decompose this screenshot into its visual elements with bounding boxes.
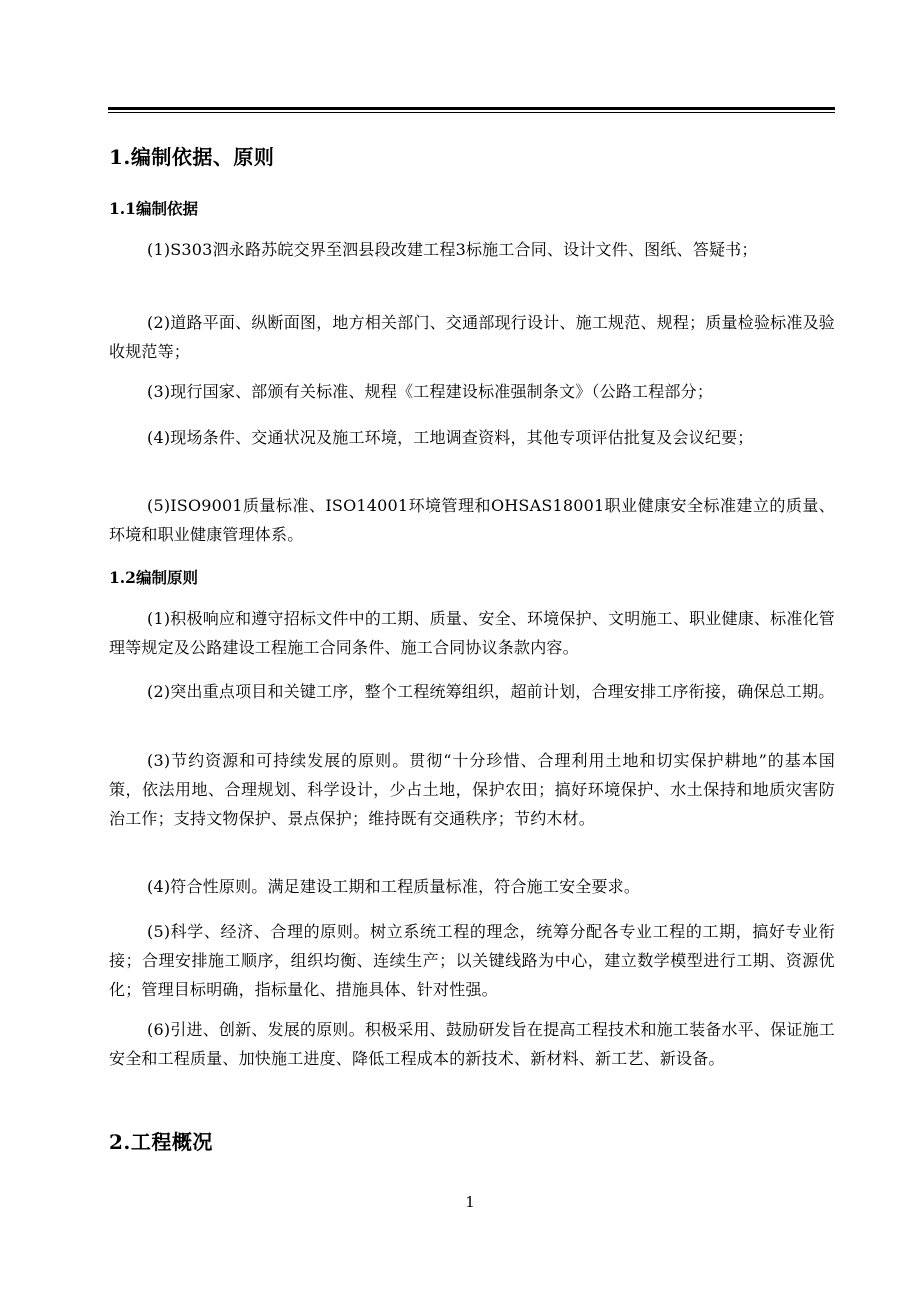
paragraph-basis-3: (3)现行国家、部颁有关标准、规程《工程建设标准强制条文》（公路工程部分；: [147, 382, 714, 401]
paragraph-basis-5: (5)ISO9001质量标准、ISO14001环境管理和OHSAS18001职业健康安全标准建立的质量、环境和职业健康管理体系。: [109, 496, 835, 544]
paragraph-principle-4: (4)符合性原则。满足建设工期和工程质量标准，符合施工安全要求。: [147, 877, 641, 896]
page-number: 1: [465, 1193, 475, 1211]
paragraph-basis-1: (1)S303泗永路苏皖交界至泗县段改建工程3标施工合同、设计文件、图纸、答疑书；: [147, 240, 758, 259]
paragraph-principle-6: (6)引进、创新、发展的原则。积极采用、鼓励研发旨在提高工程技术和施工装备水平、保证施工安全和工程质量、加快施工进度、降低工程成本的新技术、新材料、新工艺、新设备。: [109, 1020, 835, 1068]
header-rule-thick: [108, 107, 835, 110]
header-rule-thin: [108, 112, 835, 113]
paragraph-basis-2: (2)道路平面、纵断面图，地方相关部门、交通部现行设计、施工规范、规程；质量检验标准及验收规范等；: [109, 313, 835, 361]
paragraph-principle-2: (2)突出重点项目和关键工序，整个工程统筹组织，超前计划，合理安排工序衔接，确保总工期。: [147, 682, 835, 701]
paragraph-principle-1: (1)积极响应和遵守招标文件中的工期、质量、安全、环境保护、文明施工、职业健康、标准化管理等规定及公路建设工程施工合同条件、施工合同协议条款内容。: [109, 609, 835, 657]
subsection-heading-1-1: 1.1编制依据: [109, 199, 198, 218]
section-heading-1: 1.编制依据、原则: [109, 145, 275, 169]
section-heading-2: 2.工程概况: [109, 1130, 213, 1154]
paragraph-principle-3: (3)节约资源和可持续发展的原则。贯彻“十分珍惜、合理利用土地和切实保护耕地”的基本国策，依法用地、合理规划、科学设计，少占土地，保护农田；搞好环境保护、水土保持和地质灾害防治工作；支持文物保护、景点保护；维持既有交通秩序；节约木材。: [109, 751, 835, 828]
subsection-heading-1-2: 1.2编制原则: [109, 568, 198, 587]
paragraph-principle-5: (5)科学、经济、合理的原则。树立系统工程的理念，统筹分配各专业工程的工期，搞好专业衔接；合理安排施工顺序，组织均衡、连续生产；以关键线路为中心，建立数学模型进行工期、资源优化；管理目标明确，指标量化、措施具体、针对性强。: [109, 922, 835, 999]
paragraph-basis-4: (4)现场条件、交通状况及施工环境，工地调查资料，其他专项评估批复及会议纪要；: [147, 428, 754, 447]
